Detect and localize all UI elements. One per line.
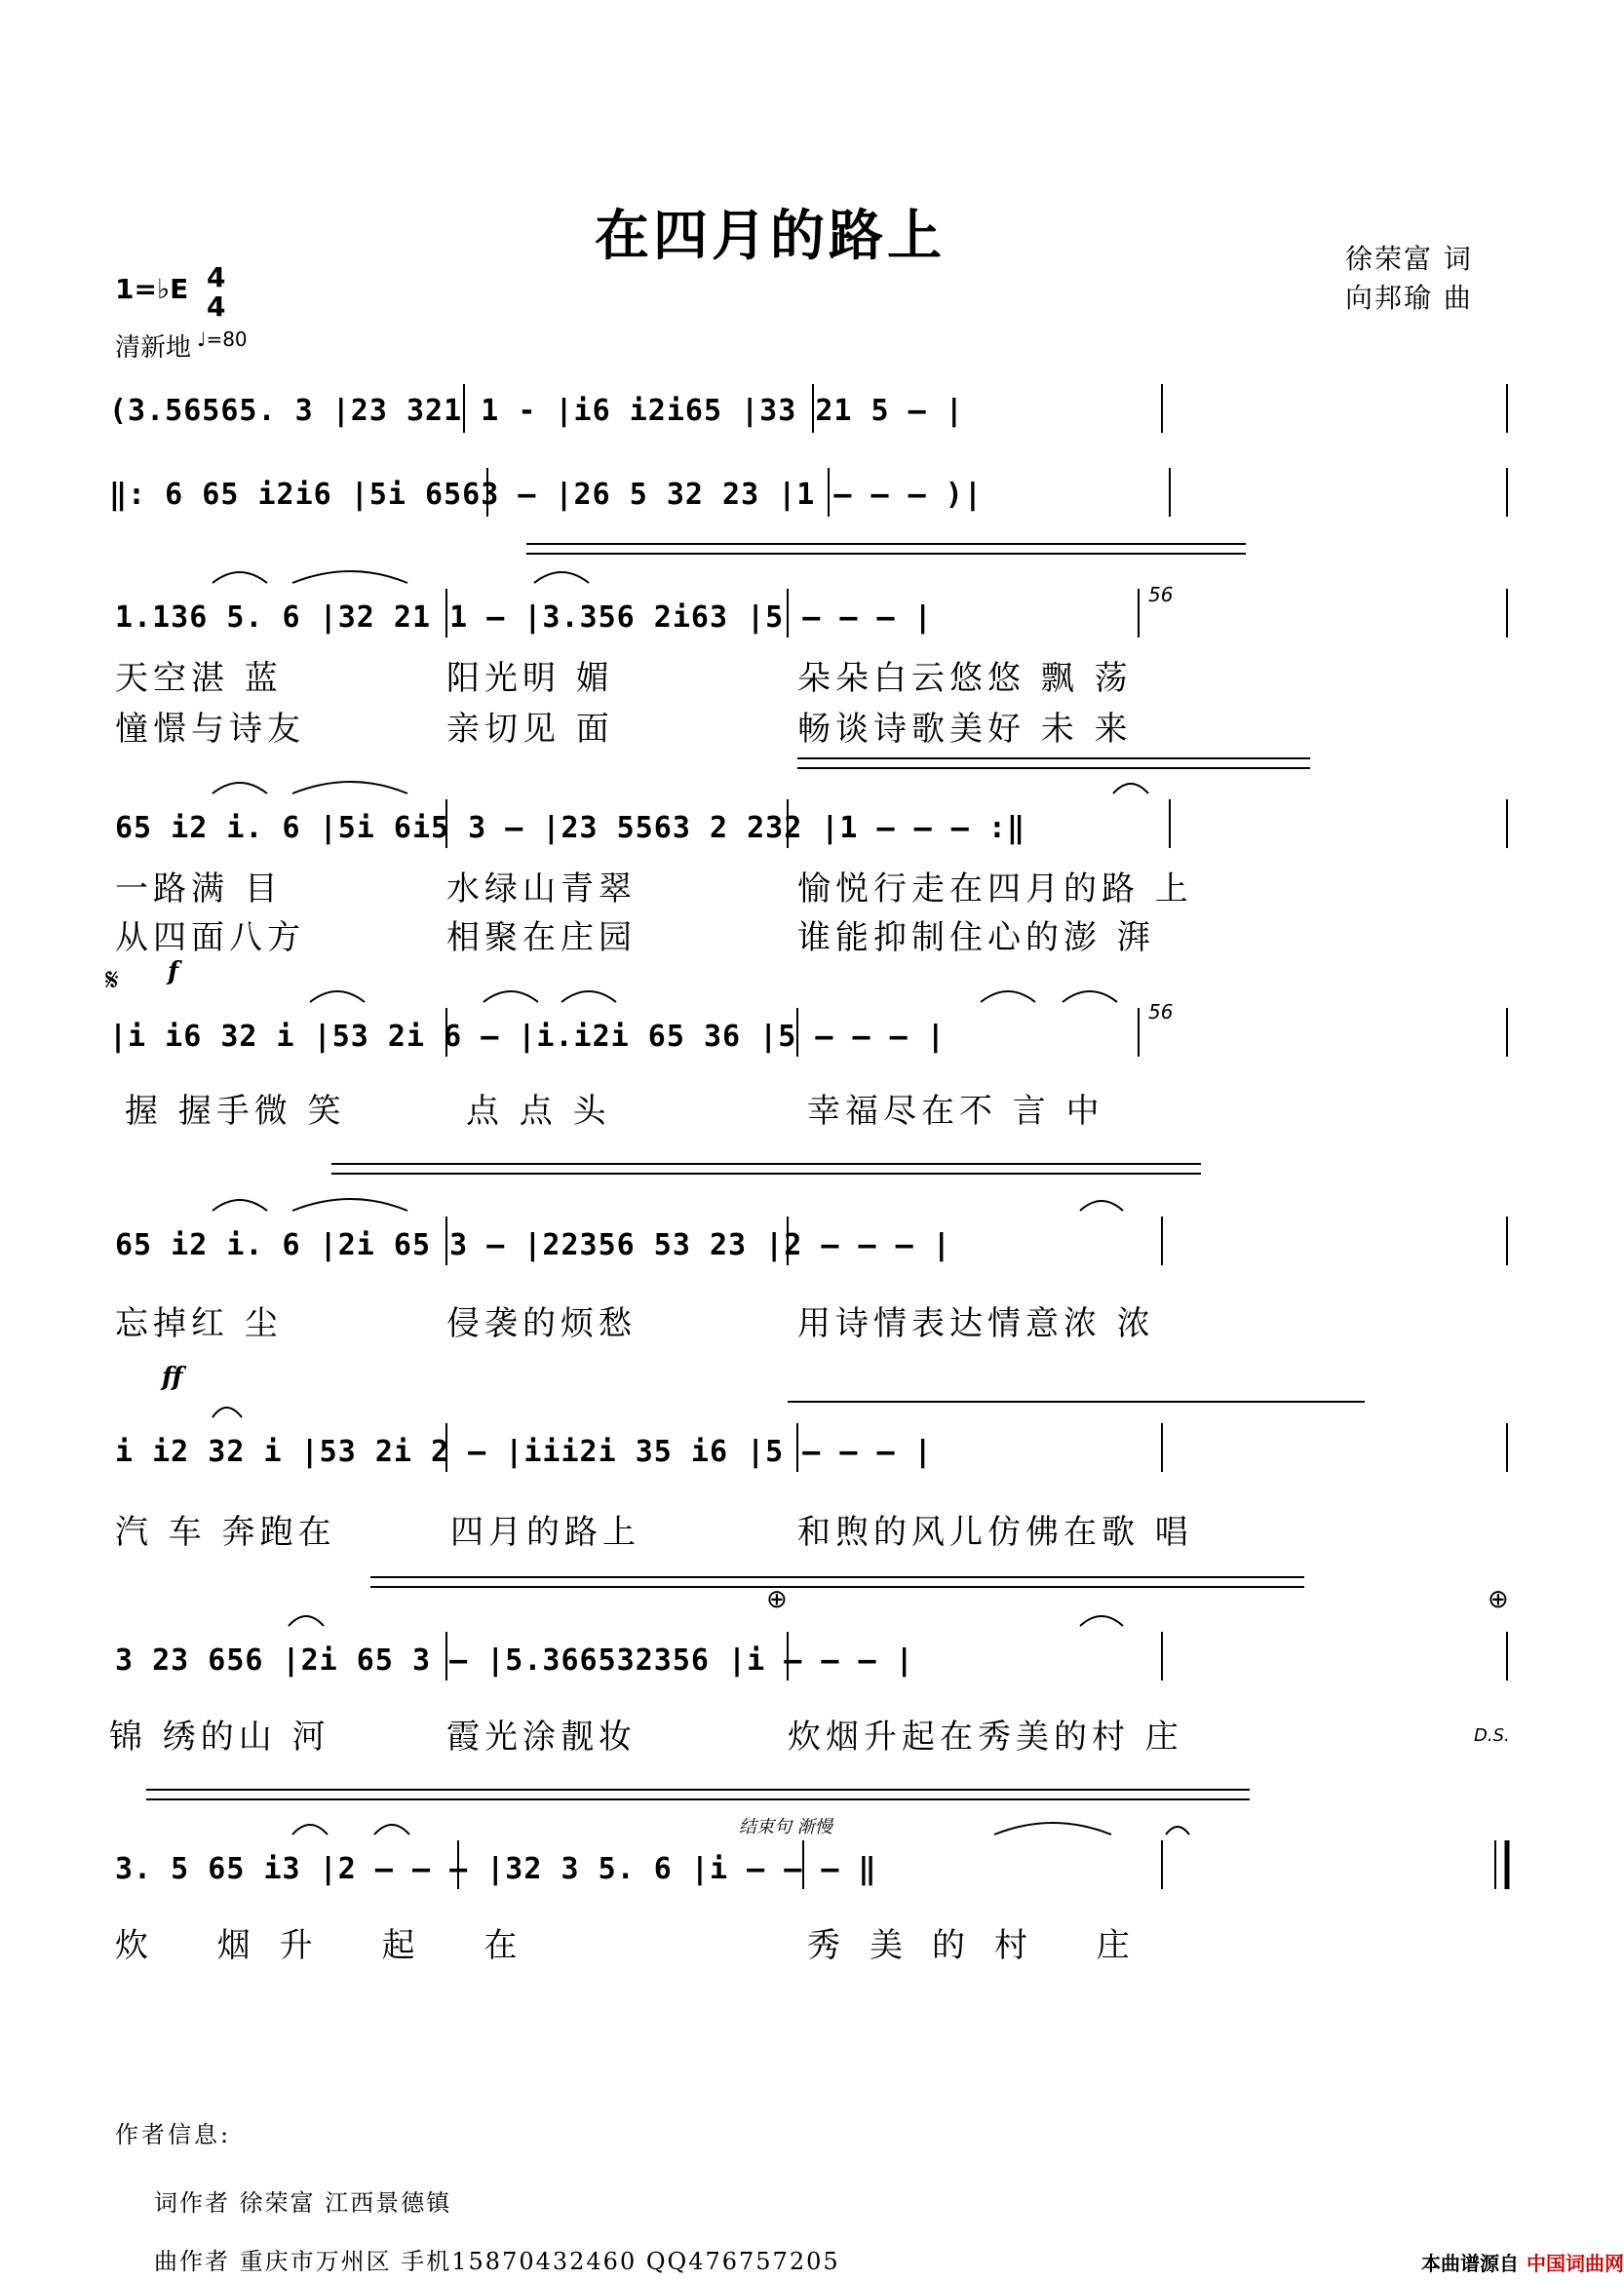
system-2-notes: ‖: 6 65 i2i6 |5i 6563 – |26 5 32 23 |1 – – – )|: [109, 478, 983, 512]
system-3-lyric-1a: 天空湛 蓝: [115, 659, 283, 698]
system-3-lyric-2c: 畅谈诗歌美好 未 来: [797, 710, 1133, 749]
system-4-lyric-1c: 愉悦行走在四月的路 上: [797, 869, 1193, 908]
system-8-lyric-b: 霞光涂靓妆: [446, 1718, 637, 1757]
system-5-lyric-a: 握 握手微 笑: [125, 1092, 346, 1131]
system-3-notes: 1.136 5. 6 |32 21 1 – |3.356 2i63 |5 – – – |: [115, 600, 933, 635]
system-4-lyric-1b: 水绿山青翠: [446, 869, 637, 908]
system-1-notes: (3.56565. 3 |23 321 1 - |i6 i2i65 |33 21 5 – |: [109, 394, 964, 428]
lyricist-info: 词作者 徐荣富 江西景德镇: [154, 2189, 452, 2217]
system-3-lyric-2b: 亲切见 面: [446, 710, 614, 749]
source-label: 本曲谱源自: [1421, 2252, 1519, 2275]
composer-info: 曲作者 重庆市万州区 手机15870432460 QQ476757205: [154, 2248, 840, 2275]
system-6-notes: 65 i2 i. 6 |2i 65 3 – |22356 53 23 |2 – – – |: [115, 1228, 951, 1262]
system-4-lyric-2b: 相聚在庄园: [446, 918, 637, 957]
grace-note-2: 56: [1148, 1000, 1174, 1024]
system-9-lyric-c: 秀美的村 庄: [807, 1926, 1159, 1965]
key-signature: 1=♭E: [115, 273, 189, 305]
system-4-lyric-2c: 谁能抑制住心的澎 湃: [797, 918, 1155, 957]
dynamic-ff: ff: [162, 1363, 183, 1392]
system-7-lyric-a: 汽 车 奔跑在: [115, 1513, 336, 1552]
system-8-notes: 3 23 656 |2i 65 3 – |5.366532356 |i – – – |: [115, 1643, 914, 1678]
lyricist-credit: 徐荣富 词: [1345, 243, 1473, 275]
author-info-label: 作者信息:: [115, 2121, 232, 2148]
system-5-lyric-b: 点 点 头: [466, 1092, 611, 1131]
system-5-lyric-c: 幸福尽在不 言 中: [807, 1092, 1104, 1131]
system-7-notes: i i2 32 i |53 2i 2 – |iii2i 35 i6 |5 – – – |: [115, 1435, 933, 1469]
dynamic-f: f: [168, 957, 179, 986]
system-8-lyric-c: 炊烟升起在秀美的村 庄: [788, 1718, 1183, 1757]
system-3-lyric-1c: 朵朵白云悠悠 飘 荡: [797, 659, 1133, 698]
tempo-value: ♩=80: [197, 328, 248, 351]
time-signature-bottom: 4: [207, 290, 226, 323]
dal-segno: D.S.: [1474, 1725, 1510, 1746]
system-6-lyric-c: 用诗情表达情意浓 浓: [797, 1304, 1155, 1343]
system-3-lyric-1b: 阳光明 媚: [446, 659, 614, 698]
coda-icon: ⊕: [766, 1585, 788, 1614]
system-7-lyric-c: 和煦的风儿仿佛在歌 唱: [797, 1513, 1193, 1552]
time-signature-top: 4: [207, 261, 226, 293]
system-4-notes: 65 i2 i. 6 |5i 6i5 3 – |23 5563 2 232 |1 – – – :‖: [115, 811, 1026, 845]
system-6-lyric-b: 侵袭的烦愁: [446, 1304, 637, 1343]
system-8-lyric-a: 锦 绣的山 河: [109, 1718, 330, 1757]
segno-icon: 𝄋: [105, 961, 119, 998]
system-4-lyric-2a: 从四面八方: [115, 918, 305, 957]
quarter-note-icon: ♩: [197, 328, 207, 351]
system-3-lyric-2a: 憧憬与诗友: [115, 710, 305, 749]
system-9-notes: 3. 5 65 i3 |2 – – – |32 3 5. 6 |i – – – ‖: [115, 1852, 877, 1886]
source-site-link[interactable]: 中国词曲网: [1527, 2252, 1624, 2275]
system-5-notes: |i i6 32 i |53 2i 6 – |i.i2i 65 36 |5 – – – |: [109, 1020, 946, 1054]
composer-credit: 向邦瑜 曲: [1345, 282, 1473, 314]
system-7-lyric-b: 四月的路上: [450, 1513, 640, 1552]
system-4-lyric-1a: 一路满 目: [115, 869, 283, 908]
ending-marking: 结束句 渐慢: [739, 1817, 832, 1837]
grace-note: 56: [1148, 583, 1174, 606]
coda-icon-end: ⊕: [1488, 1585, 1509, 1614]
song-title: 在四月的路上: [595, 204, 946, 268]
system-9-lyric-a: 炊 烟升 起 在: [115, 1926, 547, 1965]
tempo-marking: 清新地: [115, 333, 192, 363]
system-6-lyric-a: 忘掉红 尘: [115, 1304, 283, 1343]
